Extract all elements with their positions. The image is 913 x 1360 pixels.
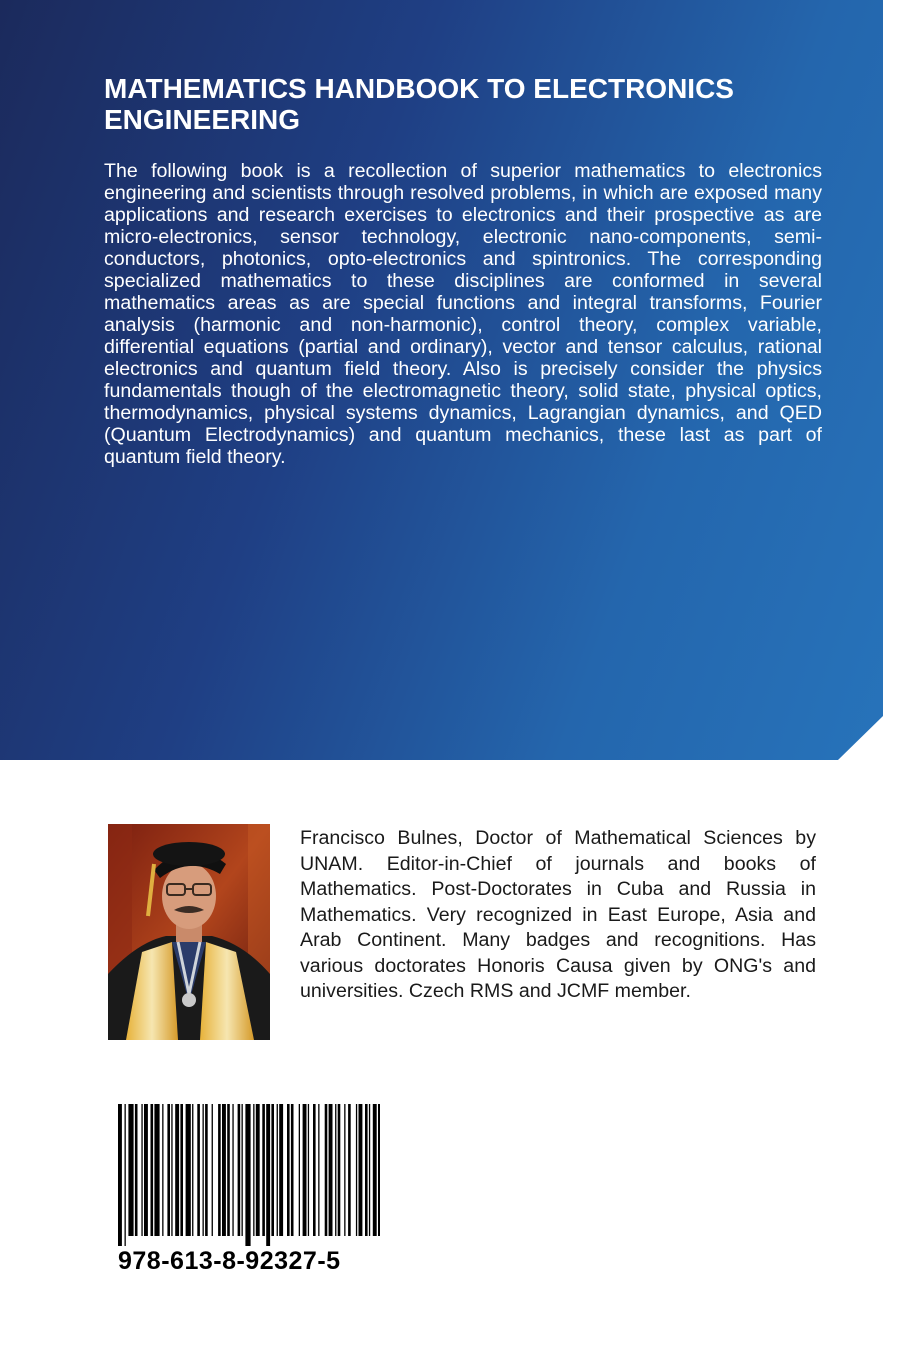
barcode-bar <box>271 1104 274 1236</box>
barcode-bar <box>125 1104 126 1246</box>
book-title: MATHEMATICS HANDBOOK TO ELECTRONICS ENGINEERING <box>104 73 734 135</box>
barcode-bar <box>242 1104 243 1236</box>
barcode-bar <box>291 1104 294 1236</box>
barcode-bars <box>118 1104 380 1246</box>
barcode-bar <box>197 1104 200 1236</box>
barcode-bar <box>373 1104 377 1236</box>
barcode-bar <box>227 1104 230 1236</box>
barcode-bar <box>369 1104 370 1236</box>
barcode-bar <box>308 1104 309 1236</box>
barcode-bar <box>318 1104 319 1236</box>
barcode-bar <box>192 1104 193 1236</box>
barcode-bar <box>359 1104 363 1236</box>
barcode-bar <box>338 1104 341 1236</box>
barcode-bar <box>212 1104 213 1236</box>
barcode-bar <box>344 1104 345 1236</box>
barcode-bar <box>171 1104 172 1236</box>
barcode-bar <box>325 1104 328 1236</box>
barcode-bar <box>203 1104 204 1236</box>
barcode-bar <box>277 1104 278 1236</box>
barcode-bar <box>365 1104 368 1236</box>
barcode-bar <box>303 1104 307 1236</box>
barcode-bar <box>356 1104 357 1236</box>
barcode-bar <box>253 1104 254 1236</box>
barcode-bar <box>279 1104 283 1236</box>
book-description: The following book is a recollection of superior mathematics to electronics engineering and scientists through resolved problems, in which are exposed many applications and research exercises to electronics and their prospective as are micro-electronics, sensor technology, electronic nano-components, semi-conductors, photonics, opto-electronics and spintronics. The corresponding specialized mathematics to these disciplines are conformed in several mathematics areas as are special functions and integral transforms, Fourier analysis (harmonic and non-harmonic), control theory, complex variable, differential equations (partial and ordinary), vector and tensor calculus, rational electronics and quantum field theory. Also is precisely consider the physics fundamentals though of the electromagnetic theory, solid state, physical optics, thermodynamics, physical systems dynamics, Lagrangian dynamics, and QED (Quantum Electrodynamics) and quantum mechanics, these last as part of quantum field theory. <box>104 160 822 468</box>
barcode-bar <box>232 1104 233 1236</box>
barcode-bar <box>144 1104 148 1236</box>
barcode-bar <box>118 1104 122 1246</box>
barcode-bar <box>151 1104 154 1236</box>
barcode-bar <box>245 1104 250 1246</box>
barcode-bar <box>238 1104 241 1236</box>
barcode-bar <box>313 1104 316 1236</box>
isbn-number: 978-613-8-92327-5 <box>118 1247 341 1275</box>
barcode-bar <box>262 1104 265 1236</box>
barcode-bar <box>128 1104 133 1236</box>
barcode-bar <box>135 1104 138 1236</box>
author-photo <box>108 824 270 1040</box>
barcode-bar <box>141 1104 142 1236</box>
barcode-bar <box>222 1104 226 1236</box>
barcode-bar <box>378 1104 380 1236</box>
barcode-bar <box>256 1104 260 1236</box>
barcode-bar <box>162 1104 163 1236</box>
barcode-bar <box>175 1104 179 1236</box>
barcode-bar <box>180 1104 183 1236</box>
barcode-bar <box>205 1104 208 1236</box>
barcode-bar <box>299 1104 300 1236</box>
author-portrait-image <box>108 824 270 1040</box>
barcode-bar <box>186 1104 191 1236</box>
author-bio: Francisco Bulnes, Doctor of Mathematical Sciences by UNAM. Editor-in-Chief of journals and books of Mathematics. Post-Doctorates in Cuba and Russia in Mathematics. Very recognized in East Europe, Asia and Arab Continent. Many badges and recognitions. Has various doctorates Honoris Causa given by ONG's and universities. Czech RMS and JCMF member. <box>300 827 816 1002</box>
barcode-bar <box>287 1104 290 1236</box>
barcode-bar <box>348 1104 351 1236</box>
barcode-bar <box>154 1104 159 1236</box>
barcode-bar <box>329 1104 333 1236</box>
barcode-bar <box>335 1104 336 1236</box>
barcode-bar <box>266 1104 270 1246</box>
barcode-bar <box>218 1104 221 1236</box>
barcode-bar <box>167 1104 170 1236</box>
